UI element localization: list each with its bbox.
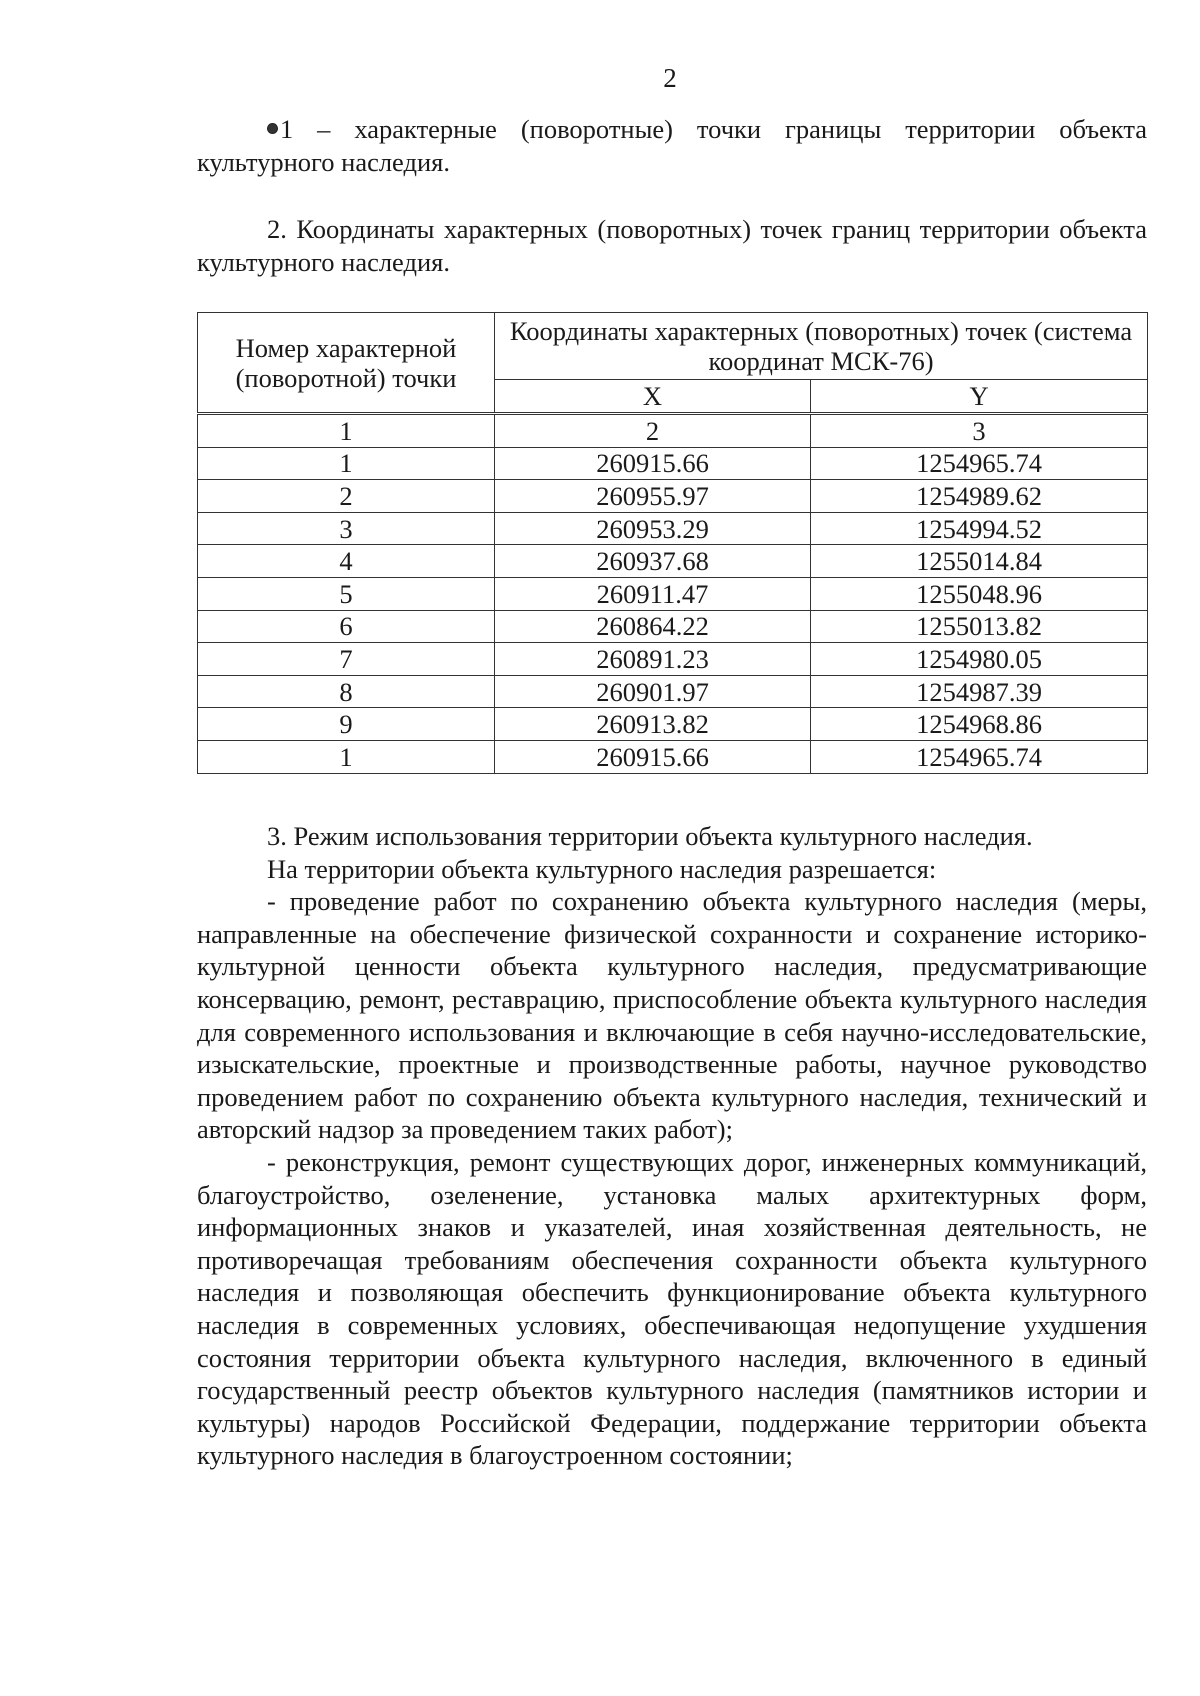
table-row [198, 610, 1148, 643]
x-coordinate-cell: 260891.23 [495, 643, 811, 676]
legend-text: – характерные (поворотные) точки границы территории объекта культурного наследия. [197, 114, 1147, 177]
x-coordinate-cell: 260955.97 [495, 480, 811, 513]
table-body [198, 414, 1148, 774]
table-row [198, 675, 1148, 708]
header-x: X [495, 380, 811, 414]
table-row [198, 643, 1148, 676]
table-row [198, 577, 1148, 610]
table-row [198, 708, 1148, 741]
x-coordinate-cell: 260915.66 [495, 740, 811, 773]
x-coordinate-cell: 260913.82 [495, 708, 811, 741]
section-2 [197, 213, 1147, 278]
point-number-cell: 9 [198, 708, 495, 741]
x-coordinate-cell: 260937.68 [495, 545, 811, 578]
point-number-cell: 4 [198, 545, 495, 578]
table-row [198, 447, 1148, 480]
x-coordinate-cell: 260915.66 [495, 447, 811, 480]
y-coordinate-cell: 1254968.86 [811, 708, 1148, 741]
y-coordinate-cell: 1254989.62 [811, 480, 1148, 513]
x-coordinate-cell: 260953.29 [495, 512, 811, 545]
header-coordinates: Координаты характерных (поворотных) точек (система координат МСК-76) [495, 313, 1148, 380]
point-number-cell: 2 [198, 480, 495, 513]
x-coordinate-cell: 260864.22 [495, 610, 811, 643]
section-3-heading: 3. Режим использования территории объекта культурного наследия. [267, 821, 1033, 851]
point-number-cell: 1 [198, 740, 495, 773]
column-number: 1 [198, 414, 495, 448]
y-coordinate-cell: 1255048.96 [811, 577, 1148, 610]
y-coordinate-cell: 1254987.39 [811, 675, 1148, 708]
page-number: 2 [663, 63, 677, 93]
legend-paragraph [197, 113, 1147, 178]
column-numbers-row [198, 414, 1148, 448]
coordinates-table [197, 312, 1148, 774]
y-coordinate-cell: 1254994.52 [811, 512, 1148, 545]
table-row [198, 740, 1148, 773]
y-coordinate-cell: 1254965.74 [811, 447, 1148, 480]
section-3-item-2: - реконструкция, ремонт существующих дорог, инженерных коммуникаций, благоустройство, озеленение, установка малых архитектурных форм, информационных знаков и указателей, иная хозяйственная деятельность, не противоречащая требованиям обеспечения сохранности объекта культурного наследия и позволяющая обеспечить функционирование объекта культурного наследия в современных условиях, обеспечивающая недопущение ухудшения состояния территории объекта культурного наследия, включенного в единый государственный реестр объектов культурного наследия (памятников истории и культуры) народов Российской Федерации, поддержание территории объекта культурного наследия в благоустроенном состоянии; [197, 1146, 1147, 1471]
column-number: 3 [811, 414, 1148, 448]
point-number-cell: 7 [198, 643, 495, 676]
point-number-cell: 3 [198, 512, 495, 545]
table-row [198, 480, 1148, 513]
y-coordinate-cell: 1255013.82 [811, 610, 1148, 643]
table-row [198, 545, 1148, 578]
section-2-text: 2. Координаты характерных (поворотных) точек границ территории объекта культурного наследия. [197, 214, 1147, 277]
y-coordinate-cell: 1255014.84 [811, 545, 1148, 578]
section-3-intro: На территории объекта культурного наследия разрешается: [267, 853, 937, 884]
turning-point-marker-icon [267, 123, 278, 134]
point-number-cell: 5 [198, 577, 495, 610]
section-3 [197, 820, 1147, 1472]
table-row [198, 512, 1148, 545]
column-number: 2 [495, 414, 811, 448]
point-number-cell: 8 [198, 675, 495, 708]
x-coordinate-cell: 260911.47 [495, 577, 811, 610]
header-point-number: Номер характерной (поворотной) точки [198, 313, 495, 414]
legend-marker-label: 1 [280, 114, 294, 144]
point-number-cell: 6 [198, 610, 495, 643]
x-coordinate-cell: 260901.97 [495, 675, 811, 708]
point-number-cell: 1 [198, 447, 495, 480]
y-coordinate-cell: 1254980.05 [811, 643, 1148, 676]
y-coordinate-cell: 1254965.74 [811, 740, 1148, 773]
legend [197, 113, 1147, 178]
header-y: Y [811, 380, 1148, 414]
section-3-item-1: - проведение работ по сохранению объекта культурного наследия (меры, направленные на обеспечение физической сохранности и сохранение историко-культурной ценности объекта культурного наследия, предусматривающие консервацию, ремонт, реставрацию, приспособление объекта культурного наследия для современного использования и включающие в себя научно-исследовательские, изыскательские, проектные и производственные работы, научное руководство проведением работ по сохранению объекта культурного наследия, технический и авторский надзор за проведением таких работ); [197, 886, 1147, 1145]
